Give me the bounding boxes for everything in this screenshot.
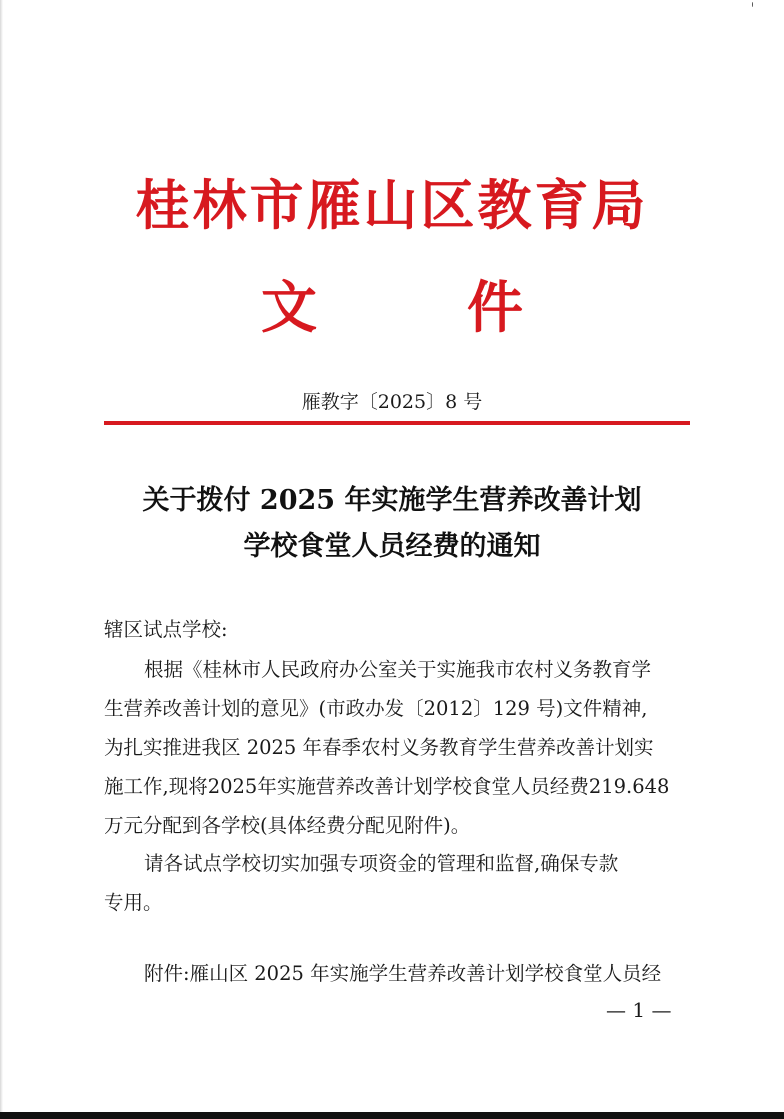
paragraph-line: 万元分配到各学校(具体经费分配见附件)。 [104, 814, 471, 837]
document-label [0, 275, 784, 341]
addressee [104, 610, 704, 649]
addressee-text: 辖区试点学校: [104, 618, 228, 641]
attachment-text: 附件:雁山区 2025 年实施学生营养改善计划学校食堂人员经 [144, 962, 662, 985]
paragraph-line: 为扎实推进我区 2025 年春季农村义务教育学生营养改善计划实 [104, 736, 654, 759]
paragraph-line: 生营养改善计划的意见》(市政办发〔2012〕129 号)文件精神, [104, 697, 648, 720]
issuer-heading: 桂林市雁山区教育局 [135, 173, 649, 237]
paragraph-line: 施工作,现将2025年实施营养改善计划学校食堂人员经费219.648 [104, 775, 670, 798]
paragraph-line: 根据《桂林市人民政府办公室关于实施我市农村义务教育学 [144, 658, 652, 681]
red-separator-line [104, 421, 690, 425]
paragraph-line: 请各试点学校切实加强专项资金的管理和监督,确保专款 [144, 852, 619, 875]
scan-speck [752, 2, 753, 7]
document-label-char-1: 文 [261, 275, 317, 341]
scan-edge-bottom [0, 1112, 784, 1119]
paragraph-line: 专用。 [104, 891, 163, 914]
attachment-note [104, 954, 704, 993]
body-paragraph-1 [104, 650, 704, 845]
notice-title-line-1: 关于拨付 2025 年实施学生营养改善计划 [142, 485, 642, 516]
notice-title [0, 478, 784, 570]
notice-title-line-2: 学校食堂人员经费的通知 [243, 531, 541, 562]
document-number: 雁教字〔2025〕8 号 [301, 391, 483, 413]
document-label-char-2: 件 [467, 275, 523, 341]
body-paragraph-2 [104, 844, 704, 922]
page-number: — 1 — [606, 998, 672, 1022]
